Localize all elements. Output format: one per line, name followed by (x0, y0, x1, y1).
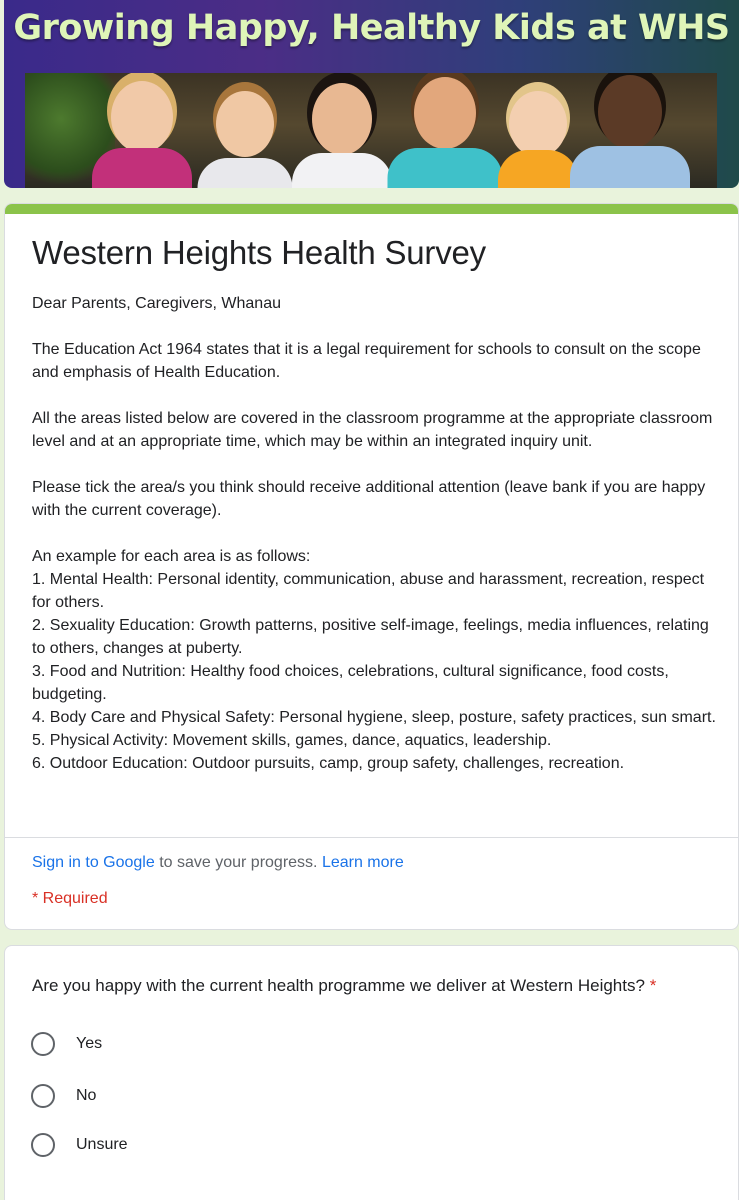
sign-in-link[interactable]: Sign in to Google (32, 854, 155, 871)
option-label: Unsure (76, 1136, 128, 1153)
form-title: Western Heights Health Survey (32, 234, 486, 271)
learn-more-link[interactable]: Learn more (321, 854, 404, 871)
question-title (32, 976, 656, 996)
paragraph-gap (32, 384, 717, 407)
banner-title: Growing Happy, Healthy Kids at WHS (13, 8, 730, 48)
description-line: 6. Outdoor Education: Outdoor pursuits, camp, group safety, challenges, recreation. (32, 755, 625, 772)
question-text: Are you happy with the current health programme we deliver at Western Heights? (32, 976, 645, 995)
child-figure (195, 73, 295, 188)
required-asterisk: * (649, 976, 657, 995)
banner-photo (25, 73, 717, 188)
radio-button[interactable] (31, 1133, 55, 1157)
description-line: 4. Body Care and Physical Safety: Personal hygiene, sleep, posture, safety practices, sun smart. (32, 709, 716, 726)
description-line: An example for each area is as follows: (32, 548, 311, 565)
paragraph-gap (32, 522, 717, 545)
signin-notice (32, 854, 404, 872)
child-figure (287, 73, 397, 188)
option-label: No (76, 1087, 97, 1104)
signin-text: to save your progress. (154, 854, 322, 871)
option-yes[interactable] (31, 1032, 102, 1056)
required-note: * Required (32, 890, 108, 907)
description-line: Dear Parents, Caregivers, Whanau (32, 295, 281, 312)
description-line: 5. Physical Activity: Movement skills, games, dance, aquatics, leadership. (32, 732, 552, 749)
child-figure (87, 73, 197, 188)
description-line: Please tick the area/s you think should receive additional attention (leave bank if you are happy with the current coverage). (32, 479, 706, 519)
description-line: 2. Sexuality Education: Growth patterns, positive self-image, feelings, media influences, relating to others, changes at puberty. (32, 617, 709, 657)
description-line: 3. Food and Nutrition: Healthy food choices, celebrations, cultural significance, food costs, budgeting. (32, 663, 669, 703)
description-line: All the areas listed below are covered in the classroom programme at the appropriate classroom level and at an appropriate time, which may be within an integrated inquiry unit. (32, 410, 713, 450)
header-banner (4, 0, 739, 188)
paragraph-gap (32, 315, 717, 338)
description-line: The Education Act 1964 states that it is a legal requirement for schools to consult on the scope and emphasis of Health Education. (32, 341, 701, 381)
divider (5, 837, 738, 838)
radio-button[interactable] (31, 1084, 55, 1108)
form-description (32, 292, 717, 775)
option-unsure[interactable] (31, 1133, 128, 1157)
paragraph-gap (32, 453, 717, 476)
radio-button[interactable] (31, 1032, 55, 1056)
form-header-card (4, 203, 739, 930)
description-line: 1. Mental Health: Personal identity, communication, abuse and harassment, recreation, respect for others. (32, 571, 705, 611)
option-no[interactable] (31, 1084, 96, 1108)
question-card (4, 945, 739, 1200)
child-figure (565, 73, 695, 188)
accent-bar (5, 204, 738, 214)
option-label: Yes (76, 1035, 103, 1052)
